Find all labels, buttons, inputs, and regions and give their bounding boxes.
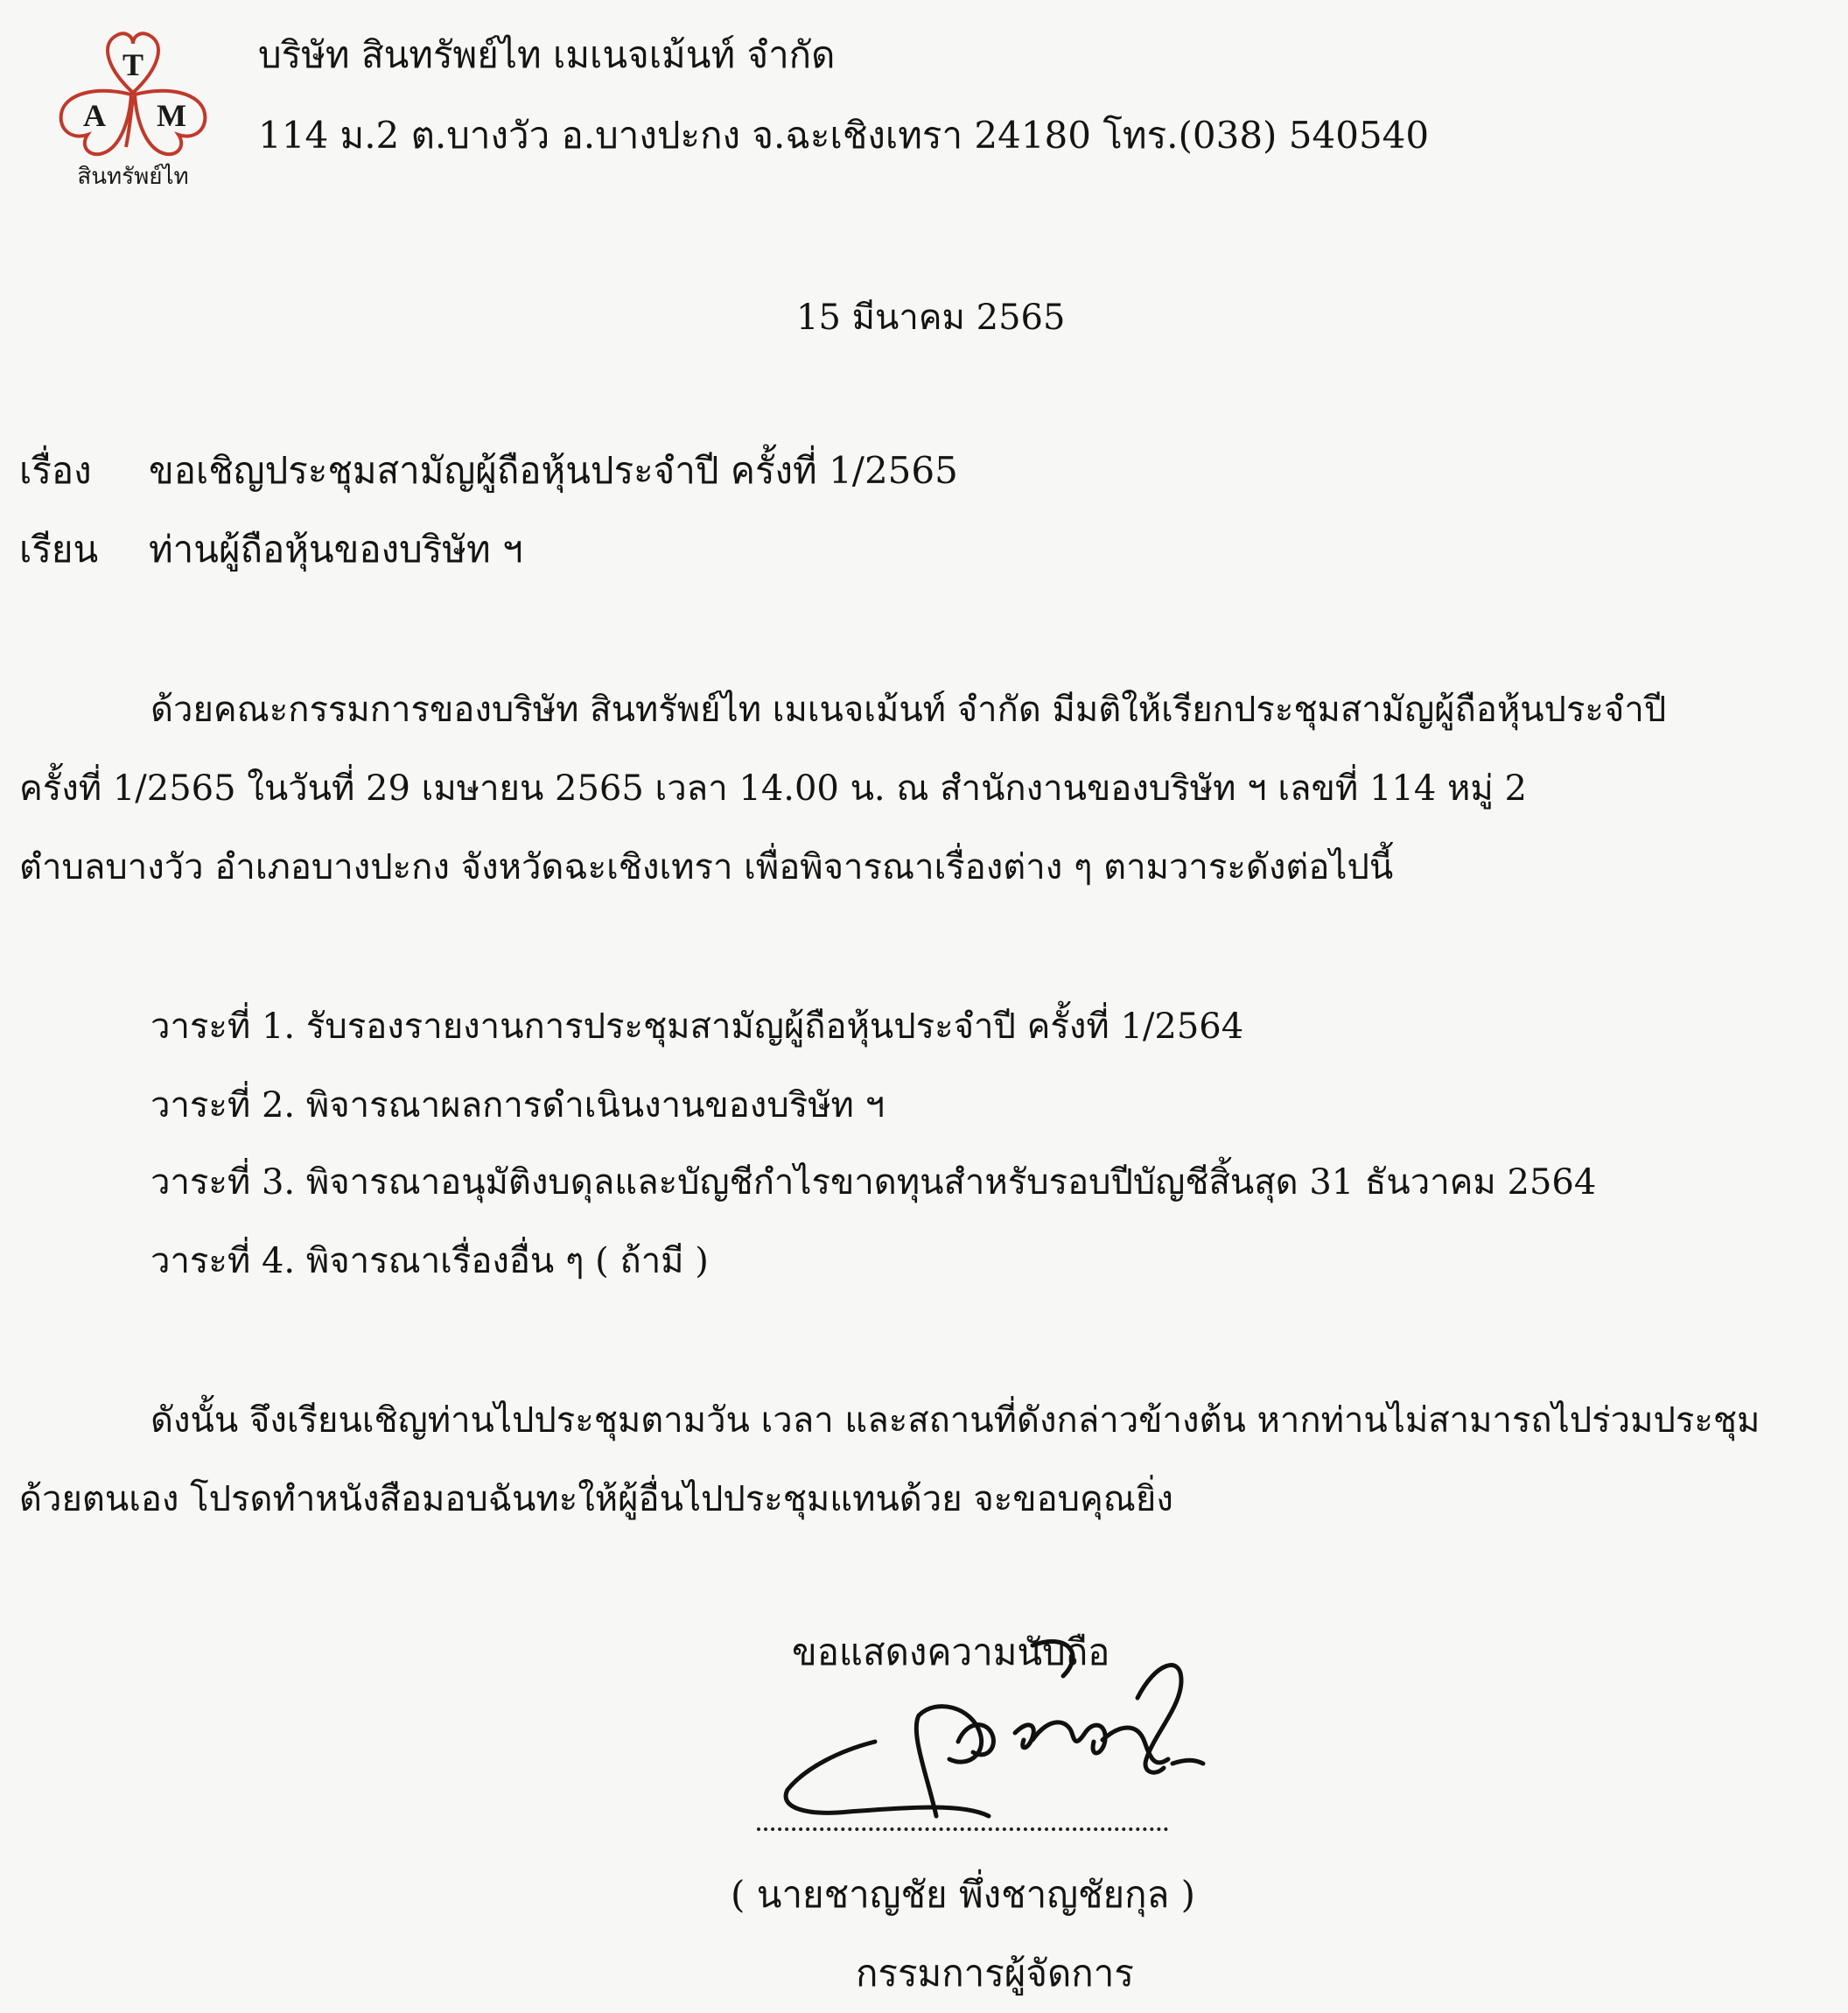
logo-caption: สินทรัพย์ไท — [77, 164, 189, 190]
paragraph1-line1: ด้วยคณะกรรมการของบริษัท สินทรัพย์ไท เมเนจเม้นท์ จำกัด มีมติให้เรียกประชุมสามัญผู้ถือหุ้นประจำปี — [150, 690, 1667, 730]
logo-letter-m: M — [157, 98, 186, 133]
agenda-item-2: วาระที่ 2. พิจารณาผลการดำเนินงานของบริษัท ฯ — [150, 1085, 886, 1126]
agenda-item-4: วาระที่ 4. พิจารณาเรื่องอื่น ๆ ( ถ้ามี ) — [150, 1241, 709, 1281]
company-address: 114 ม.2 ต.บางวัว อ.บางปะกง จ.ฉะเชิงเทรา 24180 โทร.(038) 540540 — [258, 114, 1430, 157]
logo-letter-t: T — [122, 47, 144, 82]
company-name: บริษัท สินทรัพย์ไท เมเนจเม้นท์ จำกัด — [258, 33, 836, 76]
clover-logo-icon — [46, 25, 220, 191]
signatory-position: กรรมการผู้จัดการ — [856, 1952, 1134, 1995]
agenda-item-1: วาระที่ 1. รับรองรายงานการประชุมสามัญผู้ถือหุ้นประจำปี ครั้งที่ 1/2564 — [150, 1006, 1244, 1047]
signatory-name: ( นายชาญชัย พึ่งชาญชัยกุล ) — [731, 1873, 1196, 1916]
subject-label: เรื่อง — [19, 449, 92, 492]
paragraph1-line3: ตำบลบางวัว อำเภอบางปะกง จังหวัดฉะเชิงเทรา เพื่อพิจารณาเรื่องต่าง ๆ ตามวาระดังต่อไปนี้ — [19, 847, 1394, 887]
logo-letter-a: A — [83, 98, 106, 133]
paragraph2-line1: ดังนั้น จึงเรียนเชิญท่านไปประชุมตามวัน เวลา และสถานที่ดังกล่าวข้างต้น หากท่านไม่สามารถไปร่วมประชุม — [150, 1400, 1760, 1441]
recipient-label: เรียน — [19, 528, 99, 571]
subject-text: ขอเชิญประชุมสามัญผู้ถือหุ้นประจำปี ครั้งที่ 1/2565 — [149, 449, 958, 492]
paragraph2-line2: ด้วยตนเอง โปรดทำหนังสือมอบฉันทะให้ผู้อื่นไปประชุมแทนด้วย จะขอบคุณยิ่ง — [19, 1479, 1173, 1519]
paragraph1-line2: ครั้งที่ 1/2565 ในวันที่ 29 เมษายน 2565 เวลา 14.00 น. ณ สำนักงานของบริษัท ฯ เลขที่ 114 หมู่ 2 — [19, 768, 1527, 809]
closing-regards: ขอแสดงความนับถือ — [792, 1631, 1110, 1673]
signature-dotted-line — [757, 1827, 1168, 1831]
company-logo — [46, 25, 220, 191]
recipient-text: ท่านผู้ถือหุ้นของบริษัท ฯ — [149, 528, 523, 571]
agenda-item-3: วาระที่ 3. พิจารณาอนุมัติงบดุลและบัญชีกำไรขาดทุนสำหรับรอบปีบัญชีสิ้นสุด 31 ธันวาคม 2564 — [150, 1162, 1597, 1203]
letter-date: 15 มีนาคม 2565 — [796, 298, 1066, 338]
